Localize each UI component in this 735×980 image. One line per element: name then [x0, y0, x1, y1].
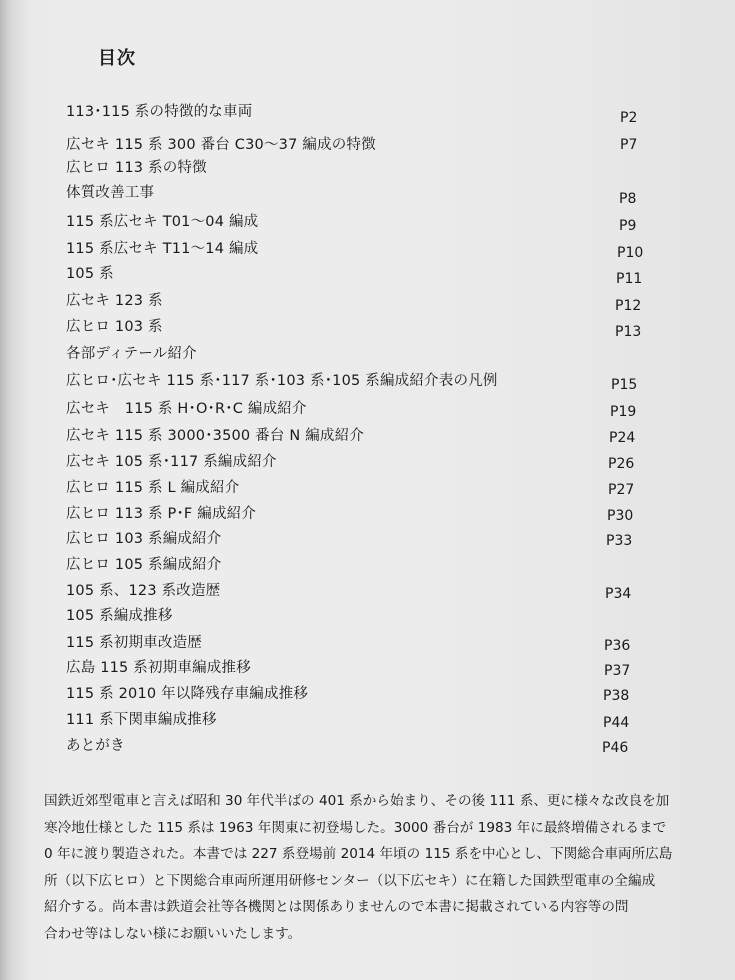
toc-page: P34 [605, 586, 632, 602]
toc-label: 105 系、123 系改造歴 [66, 583, 221, 599]
intro-line: 紹介する。尚本書は鉄道会社等各機関とは関係ありませんので本書に掲載されている内容等の問 [44, 899, 629, 915]
toc-row [0, 315, 735, 339]
intro-line: 寒冷地仕様とした 115 系は 1963 年関東に初登場した。3000 番台が 1983 年に最終増備されるまで [44, 819, 667, 836]
toc-row [0, 210, 735, 234]
toc-row [0, 708, 735, 732]
toc-page: P12 [615, 298, 642, 314]
toc-label: 広ヒロ･広セキ 115 系･117 系･103 系･105 系編成紹介表の凡例 [66, 373, 498, 389]
toc-row [0, 682, 735, 706]
toc-row [0, 289, 735, 313]
toc-label: 111 系下関車編成推移 [66, 712, 217, 728]
toc-row [0, 262, 735, 286]
toc-row [0, 342, 735, 366]
toc-label: 105 系編成推移 [66, 608, 173, 624]
toc-label: 105 系 [66, 266, 114, 282]
toc-page: P9 [619, 218, 637, 234]
toc-page: P37 [604, 663, 631, 679]
toc-row [0, 424, 735, 448]
toc-page: P10 [617, 245, 644, 261]
toc-page: P27 [608, 482, 635, 498]
toc-label: 広ヒロ 103 系 [66, 319, 163, 335]
toc-row [0, 502, 735, 526]
toc-label: 115 系広セキ T01～04 編成 [66, 214, 259, 230]
toc-row [0, 156, 735, 180]
toc-page: P33 [606, 533, 633, 549]
toc-row [0, 631, 735, 655]
toc-row [0, 237, 735, 261]
toc-page: P2 [620, 110, 638, 126]
toc-label: 広セキ 115 系 300 番台 C30～37 編成の特徴 [66, 137, 376, 153]
toc-row [0, 604, 735, 628]
intro-line: 所（以下広ヒロ）と下関総合車両所運用研修センター（以下広セキ）に在籍した国鉄型電車の全編成 [44, 872, 656, 889]
toc-page: P30 [607, 508, 634, 524]
toc-page: P7 [620, 137, 638, 153]
toc-label: 広ヒロ 105 系編成紹介 [66, 557, 222, 573]
intro-paragraph [44, 788, 714, 947]
toc-row [0, 734, 735, 758]
toc-label: 広島 115 系初期車編成推移 [66, 660, 251, 676]
toc-label: 広ヒロ 103 系編成紹介 [66, 531, 222, 547]
toc-row [0, 369, 735, 393]
toc-row [0, 181, 735, 205]
toc-page: P13 [615, 324, 642, 340]
page-title: 目次 [98, 48, 136, 69]
toc-label: 広セキ 115 系 H･O･R･C 編成紹介 [66, 401, 307, 417]
toc-page: P36 [604, 638, 631, 654]
toc-page: P8 [619, 191, 637, 207]
toc-label: 115 系初期車改造歴 [66, 635, 202, 651]
toc-page: P44 [603, 715, 630, 731]
toc-row [0, 133, 735, 157]
toc-page: P15 [611, 377, 638, 393]
toc-label: あとがき [66, 738, 125, 754]
toc-page: P26 [608, 456, 635, 472]
toc-label: 体質改善工事 [66, 185, 155, 201]
toc-row [0, 527, 735, 551]
toc-label: 115 系 2010 年以降残存車編成推移 [66, 686, 309, 702]
toc-label: 広ヒロ 113 系の特徴 [66, 160, 207, 176]
toc-label: 広セキ 115 系 3000･3500 番台 N 編成紹介 [66, 428, 365, 444]
toc-label: 広セキ 105 系･117 系編成紹介 [66, 454, 277, 470]
toc-label: 113･115 系の特徴的な車両 [66, 104, 253, 120]
intro-line: 国鉄近郊型電車と言えば昭和 30 年代半ばの 401 系から始まり、その後 111 系、更に様々な改良を加 [44, 793, 670, 809]
toc-label: 115 系広セキ T11～14 編成 [66, 241, 259, 257]
toc-label: 各部ディテール紹介 [66, 346, 197, 362]
toc-row [0, 397, 735, 421]
toc-page: P38 [603, 688, 630, 704]
toc-page: P11 [616, 271, 643, 287]
toc-page: P19 [610, 404, 637, 420]
toc-row [0, 476, 735, 500]
toc-row [0, 579, 735, 603]
toc-row [0, 553, 735, 577]
intro-line: 0 年に渡り製造された。本書では 227 系登場前 2014 年頃の 115 系を中心とし、下関総合車両所広島 [44, 846, 673, 862]
toc-label: 広ヒロ 115 系 L 編成紹介 [66, 480, 240, 496]
toc-label: 広ヒロ 113 系 P･F 編成紹介 [66, 506, 257, 522]
toc-row [0, 450, 735, 474]
toc-page: P46 [602, 740, 629, 756]
toc-label: 広セキ 123 系 [66, 293, 163, 309]
toc-row [0, 656, 735, 680]
intro-line: 合わせ等はしない様にお願いいたします。 [44, 925, 302, 942]
toc-row [0, 100, 735, 124]
toc-page: P24 [609, 430, 636, 446]
